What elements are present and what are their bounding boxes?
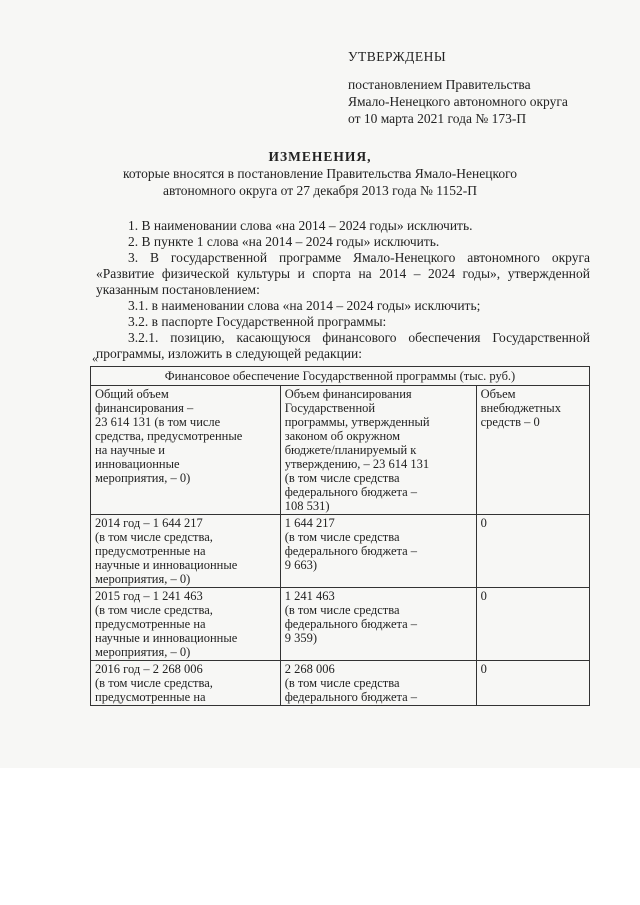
table-row [91, 588, 590, 661]
cell-line: 2015 год – 1 241 463 [95, 589, 203, 603]
cell-line: федерального бюджета – [284, 617, 418, 631]
table-row [91, 661, 590, 706]
cell-line: 2 268 006 [284, 662, 335, 676]
cell-line: федерального бюджета – [284, 544, 418, 558]
paragraph-3: 3. В государственной программе Ямало-Ненецкого автономного округа «Развитие физической культуры и спорта на 2014 – 2024 годы», утвержденной указанным постановлением: [96, 250, 590, 297]
header-budget-cell [280, 386, 476, 515]
paragraph-2: 2. В пункте 1 слова «на 2014 – 2024 годы» исключить. [128, 234, 440, 249]
cell-line: (в том числе средства [284, 471, 400, 485]
year-total-cell [91, 515, 281, 588]
cell-line: 23 614 131 (в том числе [95, 415, 221, 429]
cell-line: средств – 0 [480, 415, 540, 429]
cell-line: средства, предусмотренные [95, 429, 243, 443]
cell-line: финансирования – [95, 401, 194, 415]
paragraph-3-2-1: 3.2.1. позицию, касающуюся финансового обеспечения Государственной программы, изложить в следующей редакции: [96, 330, 590, 361]
cell-line: на научные и [95, 443, 165, 457]
year-total-cell [91, 588, 281, 661]
cell-line: мероприятия, – 0) [95, 645, 191, 659]
year-budget-cell [280, 515, 476, 588]
cell-line: Государственной [284, 401, 376, 415]
cell-line: научные и инновационные [95, 631, 238, 645]
paragraph-3-1: 3.1. в наименовании слова «на 2014 – 2024 годы» исключить; [128, 298, 481, 313]
cell-line: федерального бюджета – [284, 485, 418, 499]
year-extrabudget-cell: 0 [476, 661, 589, 706]
cell-line: (в том числе средства, [95, 603, 213, 617]
cell-line: 2014 год – 1 644 217 [95, 516, 203, 530]
cell-line: (в том числе средства, [95, 676, 213, 690]
paragraph-1: 1. В наименовании слова «на 2014 – 2024 годы» исключить. [128, 218, 473, 233]
cell-line: мероприятия, – 0) [95, 572, 191, 586]
approval-line: постановлением Правительства [348, 77, 531, 92]
cell-line: 108 531) [284, 499, 330, 513]
year-budget-cell [280, 661, 476, 706]
cell-line: мероприятия, – 0) [95, 471, 191, 485]
approval-title: УТВЕРЖДЕНЫ [348, 49, 447, 64]
subtitle-line: автономного округа от 27 декабря 2013 года № 1152-П [163, 183, 477, 198]
year-extrabudget-cell: 0 [476, 515, 589, 588]
paragraph-3-2: 3.2. в паспорте Государственной программы: [128, 314, 387, 329]
cell-line: (в том числе средства [284, 530, 400, 544]
financing-table [90, 366, 590, 706]
cell-line: Общий объем [95, 387, 169, 401]
cell-line: внебюджетных [480, 401, 561, 415]
header-extrabudget-cell [476, 386, 589, 515]
table-caption: Финансовое обеспечение Государственной программы (тыс. руб.) [91, 367, 590, 386]
document-title: ИЗМЕНЕНИЯ, [268, 149, 372, 164]
subtitle-line: которые вносятся в постановление Правительства Ямало-Ненецкого [122, 166, 518, 181]
year-total-cell [91, 661, 281, 706]
cell-line: научные и инновационные [95, 558, 238, 572]
cell-line: (в том числе средства, [95, 530, 213, 544]
document-subtitle [0, 165, 640, 199]
cell-line: бюджете/планируемый к [284, 443, 417, 457]
approval-block [348, 76, 568, 127]
year-budget-cell [280, 588, 476, 661]
table-row [91, 515, 590, 588]
cell-line: предусмотренные на [95, 617, 206, 631]
header-total-cell [91, 386, 281, 515]
cell-line: (в том числе средства [284, 603, 400, 617]
table-header-row [91, 386, 590, 515]
cell-line: предусмотренные на [95, 690, 206, 704]
cell-line: 1 644 217 [284, 516, 335, 530]
cell-line: Объем финансирования [284, 387, 412, 401]
cell-line: предусмотренные на [95, 544, 206, 558]
approval-line: Ямало-Ненецкого автономного округа [348, 94, 568, 109]
year-extrabudget-cell: 0 [476, 588, 589, 661]
opening-quote: « [92, 351, 98, 365]
changes-body [96, 218, 590, 362]
cell-line: 9 663) [284, 558, 317, 572]
cell-line: законом об окружном [284, 429, 401, 443]
cell-line: 2016 год – 2 268 006 [95, 662, 203, 676]
cell-line: Объем [480, 387, 516, 401]
cell-line: утверждению, – 23 614 131 [284, 457, 430, 471]
cell-line: программы, утвержденный [284, 415, 430, 429]
cell-line: (в том числе средства [284, 676, 400, 690]
cell-line: федерального бюджета – [284, 690, 418, 704]
cell-line: 9 359) [284, 631, 317, 645]
cell-line: инновационные [95, 457, 180, 471]
cell-line: 1 241 463 [284, 589, 335, 603]
approval-line: от 10 марта 2021 года № 173-П [348, 111, 527, 126]
